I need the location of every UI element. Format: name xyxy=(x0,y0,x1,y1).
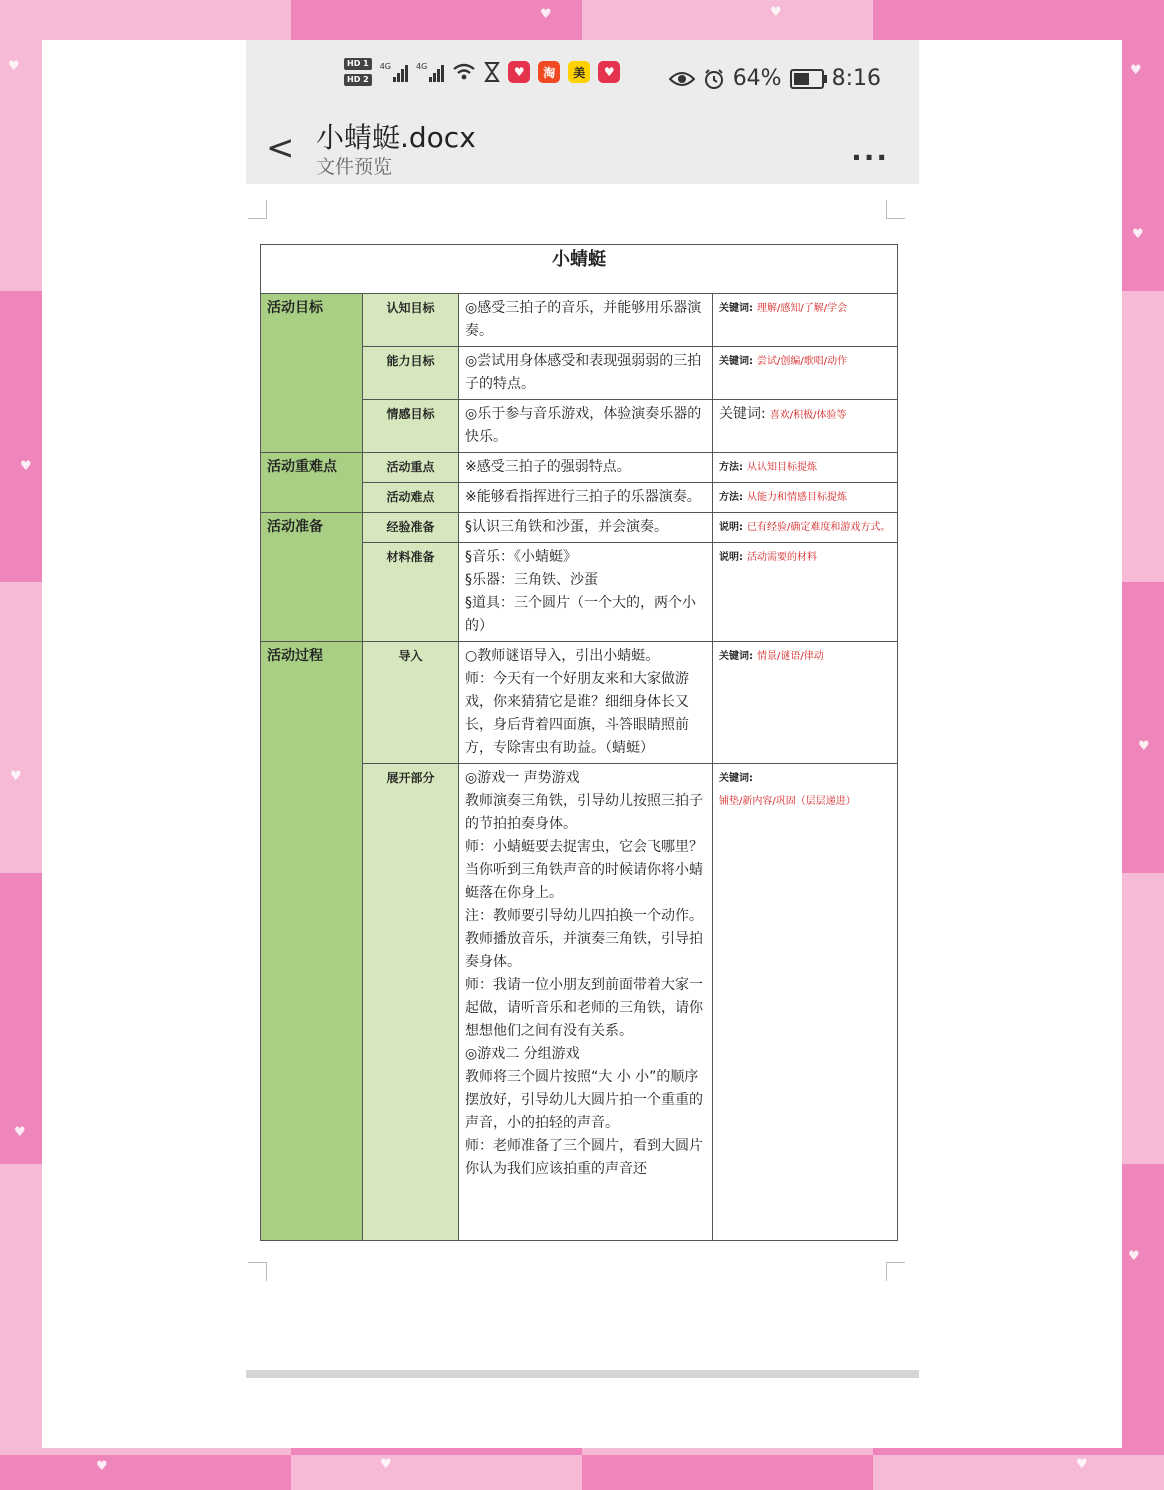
content-line: §乐器：三角铁、沙蛋 xyxy=(465,572,598,588)
lesson-plan-table xyxy=(260,244,898,1241)
content-line: 师：今天有一个好朋友来和大家做游戏，你来猜猜它是谁？细细身体长又长，身后背着四面旗，斗答眼睛照前方，专除害虫有助益。（蜻蜓） xyxy=(465,671,689,756)
note-label: 关键词: xyxy=(719,303,753,314)
content-line: 教师演奏三角铁，引导幼儿按照三拍子的节拍拍奏身体。 xyxy=(465,793,703,832)
row-label: 活动难点 xyxy=(363,483,459,513)
row-label: 展开部分 xyxy=(363,764,459,1241)
note-label: 关键词: xyxy=(719,773,753,784)
meituan-app-icon: 美 xyxy=(568,61,590,83)
table-title-row xyxy=(261,245,898,294)
heart-icon: ♥ xyxy=(96,1459,108,1474)
title-bar xyxy=(246,120,919,184)
page-corner-mark xyxy=(886,1262,905,1281)
heart-icon: ♥ xyxy=(540,7,552,22)
table-row xyxy=(261,294,898,347)
section-goals: 活动目标 xyxy=(261,294,363,453)
wifi-icon xyxy=(452,62,476,82)
page-corner-mark xyxy=(886,200,905,219)
row-label: 经验准备 xyxy=(363,513,459,543)
content-line: 师：我请一位小朋友到前面带着大家一起做，请听音乐和老师的三角铁，请你想想他们之间有没有关系。 xyxy=(465,977,703,1039)
heart-icon: ♥ xyxy=(8,59,20,74)
row-label: 导入 xyxy=(363,642,459,764)
heart-icon: ♥ xyxy=(1128,1249,1140,1264)
row-content xyxy=(459,543,713,642)
note-text: 活动需要的材料 xyxy=(747,552,817,563)
row-label: 情感目标 xyxy=(363,400,459,453)
heart-icon: ♥ xyxy=(770,5,782,20)
note-label: 关键词: xyxy=(719,406,766,422)
row-content: ※能够看指挥进行三拍子的乐器演奏。 xyxy=(459,483,713,513)
heart-icon: ♥ xyxy=(14,1125,26,1140)
section-key-points: 活动重难点 xyxy=(261,453,363,513)
table-row xyxy=(261,453,898,483)
page-corner-mark xyxy=(248,200,267,219)
note-label: 方法: xyxy=(719,492,743,503)
note-label: 关键词: xyxy=(719,356,753,367)
heart-icon: ♥ xyxy=(20,459,32,474)
sim2-badge: HD 2 xyxy=(344,74,372,86)
back-button[interactable]: < xyxy=(266,128,295,168)
content-line: §道具：三个圆片（一个大的，两个小的） xyxy=(465,595,696,634)
section-prep: 活动准备 xyxy=(261,513,363,642)
note-label: 说明: xyxy=(719,552,743,563)
scroll-indicator-bar[interactable] xyxy=(246,1370,919,1378)
content-line: 师：小蜻蜓要去捉害虫，它会飞哪里？当你听到三角铁声音的时候请你将小蜻蜓落在你身上。 xyxy=(465,839,703,901)
note-label: 说明: xyxy=(719,522,743,533)
content-line: ◎游戏二 分组游戏 xyxy=(465,1046,580,1062)
taobao-app-icon: 淘 xyxy=(538,61,560,83)
document-title: 小蜻蜓 xyxy=(261,245,898,294)
note-label: 关键词: xyxy=(719,651,753,662)
row-content: ◎乐于参与音乐游戏，体验演奏乐器的快乐。 xyxy=(459,400,713,453)
row-content: ◎感受三拍子的音乐，并能够用乐器演奏。 xyxy=(459,294,713,347)
app-notification-icon: ♥ xyxy=(598,61,620,83)
eye-icon xyxy=(669,70,695,88)
alarm-icon xyxy=(703,68,725,90)
app-notification-icon: ♥ xyxy=(508,61,530,83)
content-line: 师：老师准备了三个圆片，看到大圆片你认为我们应该拍重的声音还 xyxy=(465,1138,703,1177)
screenshot-canvas xyxy=(42,40,1122,1448)
battery-icon xyxy=(790,69,824,89)
content-line: ◎游戏一 声势游戏 xyxy=(465,770,580,786)
note-text: 已有经验/确定难度和游戏方式。 xyxy=(747,522,891,533)
row-label: 材料准备 xyxy=(363,543,459,642)
content-line: 教师将三个圆片按照“大 小 小”的顺序摆放好，引导幼儿大圆片拍一个重重的声音，小的拍轻的声音。 xyxy=(465,1069,703,1131)
battery-percent: 64% xyxy=(732,66,782,91)
more-options-button[interactable]: ... xyxy=(851,134,889,167)
page-corner-mark xyxy=(248,1262,267,1281)
heart-icon: ♥ xyxy=(1130,63,1142,78)
note-label: 方法: xyxy=(719,462,743,473)
heart-icon: ♥ xyxy=(1138,739,1150,754)
note-text: 从认知目标提炼 xyxy=(747,462,817,473)
row-label: 活动重点 xyxy=(363,453,459,483)
hourglass-icon xyxy=(484,62,500,82)
note-text: 喜欢/积极/体验等 xyxy=(769,410,847,421)
row-content xyxy=(459,642,713,764)
signal1-icon: 4G xyxy=(380,62,408,82)
section-process: 活动过程 xyxy=(261,642,363,1241)
file-preview-subtitle: 文件预览 xyxy=(316,156,393,178)
row-content: §认识三角铁和沙蛋，并会演奏。 xyxy=(459,513,713,543)
signal2-icon: 4G xyxy=(416,62,444,82)
file-name: 小蜻蜓.docx xyxy=(316,121,476,154)
note-text: 铺垫/新内容/巩固（层层递进） xyxy=(719,796,856,807)
content-line: 注：教师要引导幼儿四拍换一个动作。 xyxy=(465,908,703,924)
battery-level-fill xyxy=(794,73,809,85)
status-bar xyxy=(246,40,919,120)
heart-icon: ♥ xyxy=(1076,1457,1088,1472)
phone-screen xyxy=(246,40,919,1385)
note-text: 情景/谜语/律动 xyxy=(757,651,824,662)
note-text: 尝试/创编/歌唱/动作 xyxy=(757,356,848,367)
table-row xyxy=(261,642,898,764)
row-content: ◎尝试用身体感受和表现强弱弱的三拍子的特点。 xyxy=(459,347,713,400)
content-line: 教师播放音乐，并演奏三角铁，引导拍奏身体。 xyxy=(465,931,703,970)
clock: 8:16 xyxy=(831,66,881,91)
table-row xyxy=(261,513,898,543)
row-label: 认知目标 xyxy=(363,294,459,347)
row-label: 能力目标 xyxy=(363,347,459,400)
heart-icon: ♥ xyxy=(10,769,22,784)
note-text: 理解/感知/了解/学会 xyxy=(757,303,848,314)
note-text: 从能力和情感目标提炼 xyxy=(747,492,847,503)
row-content: ※感受三拍子的强弱特点。 xyxy=(459,453,713,483)
content-line: §音乐：《小蜻蜓》 xyxy=(465,549,577,565)
heart-icon: ♥ xyxy=(380,1457,392,1472)
sim1-badge: HD 1 xyxy=(344,58,372,70)
heart-icon: ♥ xyxy=(1132,227,1144,242)
content-line: ○教师谜语导入，引出小蜻蜓。 xyxy=(465,648,660,664)
row-content xyxy=(459,764,713,1241)
